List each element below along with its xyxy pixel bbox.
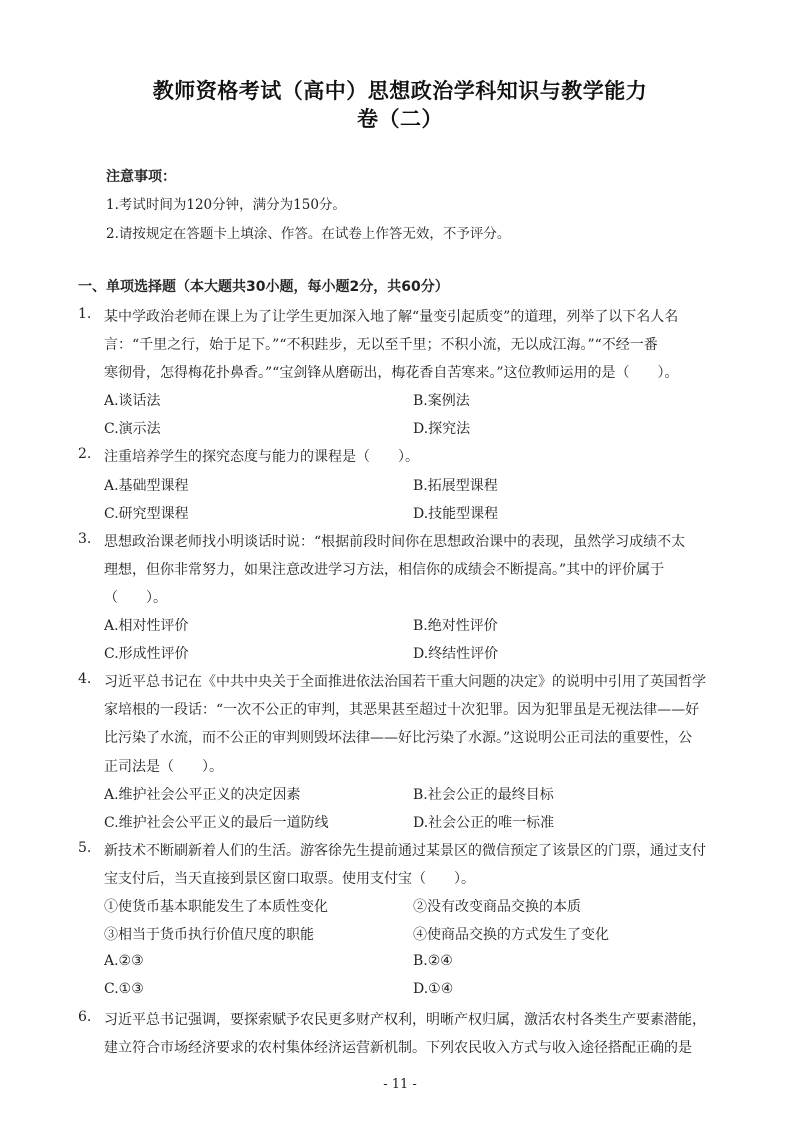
option-d: D.终结性评价 bbox=[413, 646, 499, 662]
question-number: 4. bbox=[78, 671, 92, 687]
option-c: C.维护社会公平正义的最后一道防线 bbox=[104, 815, 329, 831]
question-text: 习近平总书记在《中共中央关于全面推进依法治国若干重大问题的决定》的说明中引用了英国哲学 bbox=[104, 674, 706, 690]
question-number: 3. bbox=[78, 531, 92, 547]
option-a: A.基础型课程 bbox=[104, 478, 189, 494]
statement-3: ③相当于货币执行价值尺度的职能 bbox=[104, 927, 314, 943]
option-b: B.绝对性评价 bbox=[413, 618, 498, 634]
question-text: 建立符合市场经济要求的农村集体经济运营新机制。下列农民收入方式与收入途径搭配正确的是 bbox=[104, 1040, 692, 1056]
page-number: - 11 - bbox=[383, 1077, 417, 1092]
question-text: 某中学政治老师在课上为了让学生更加深入地了解“量变引起质变”的道理，列举了以下名人名 bbox=[104, 309, 679, 325]
question-text: 宝支付后，当天直接到景区窗口取票。使用支付宝（ ）。 bbox=[104, 871, 475, 887]
option-b: B.拓展型课程 bbox=[413, 478, 498, 494]
notice-heading: 注意事项： bbox=[106, 169, 176, 185]
option-b: B.②④ bbox=[413, 953, 453, 969]
question-text: 比污染了水流，而不公正的审判则毁坏法律——好比污染了水源。”这说明公正司法的重要性，公 bbox=[104, 730, 693, 746]
question-text: 理想，但你非常努力，如果注意改进学习方法，相信你的成绩会不断提高。”其中的评价属于 bbox=[104, 562, 665, 578]
option-d: D.技能型课程 bbox=[413, 506, 499, 522]
question-number: 2. bbox=[78, 446, 92, 462]
option-c: C.演示法 bbox=[104, 421, 161, 437]
question-number: 5. bbox=[78, 840, 92, 856]
statement-2: ②没有改变商品交换的本质 bbox=[413, 899, 581, 915]
option-c: C.①③ bbox=[104, 981, 144, 997]
question-number: 6. bbox=[78, 1009, 92, 1025]
option-d: D.探究法 bbox=[413, 421, 471, 437]
question-text: 注重培养学生的探究态度与能力的课程是（ ）。 bbox=[104, 449, 419, 465]
question-text: 家培根的一段话：“一次不公正的审判，其恶果甚至超过十次犯罪。因为犯罪虽是无视法律——好 bbox=[104, 702, 700, 718]
option-c: C.研究型课程 bbox=[104, 506, 189, 522]
statement-4: ④使商品交换的方式发生了变化 bbox=[413, 927, 609, 943]
exam-subtitle: 卷（二） bbox=[357, 107, 443, 131]
section-heading: 一、单项选择题（本大题共30小题，每小题2分，共60分） bbox=[78, 279, 449, 295]
question-number: 1. bbox=[78, 306, 92, 322]
question-text: 新技术不断刷新着人们的生活。游客徐先生提前通过某景区的微信预定了该景区的门票，通过支付 bbox=[104, 843, 706, 859]
option-b: B.社会公正的最终目标 bbox=[413, 787, 554, 803]
statement-1: ①使货币基本职能发生了本质性变化 bbox=[104, 899, 328, 915]
exam-title: 教师资格考试（高中）思想政治学科知识与教学能力 bbox=[152, 79, 648, 103]
question-text: 思想政治课老师找小明谈话时说：“根据前段时间你在思想政治课中的表现，虽然学习成绩不太 bbox=[104, 534, 686, 550]
option-b: B.案例法 bbox=[413, 393, 470, 409]
question-text: 习近平总书记强调，要探索赋予农民更多财产权利，明晰产权归属，激活农村各类生产要素潜能， bbox=[104, 1012, 706, 1028]
option-d: D.①④ bbox=[413, 981, 454, 997]
notice-item: 2.请按规定在答题卡上填涂、作答。在试卷上作答无效，不予评分。 bbox=[106, 226, 511, 242]
option-a: A.维护社会公平正义的决定因素 bbox=[104, 787, 301, 803]
question-text: 正司法是（ ）。 bbox=[104, 759, 223, 775]
question-text: 言：“千里之行，始于足下。”“不积跬步，无以至千里；不积小流，无以成江海。”“不经一番 bbox=[104, 337, 658, 353]
option-c: C.形成性评价 bbox=[104, 646, 189, 662]
question-text: 寒彻骨，怎得梅花扑鼻香。”“宝剑锋从磨砺出，梅花香自苦寒来。”这位教师运用的是（ ）。 bbox=[104, 365, 679, 381]
option-a: A.谈话法 bbox=[104, 393, 161, 409]
option-d: D.社会公正的唯一标准 bbox=[413, 815, 555, 831]
option-a: A.②③ bbox=[104, 953, 144, 969]
question-text: （ ）。 bbox=[104, 590, 167, 606]
notice-item: 1.考试时间为120分钟，满分为150分。 bbox=[106, 197, 346, 213]
option-a: A.相对性评价 bbox=[104, 618, 189, 634]
